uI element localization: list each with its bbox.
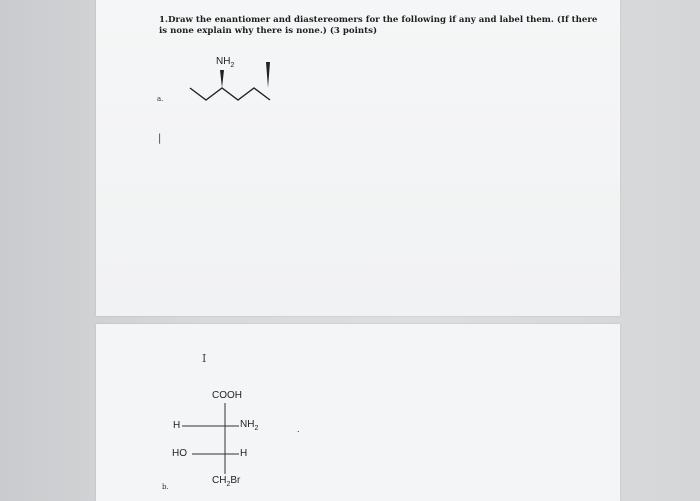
document-page-1 (96, 0, 620, 316)
carbon-chain-bonds (190, 88, 270, 100)
amine-n-text: NH (216, 56, 231, 67)
bottom-br: Br (230, 475, 241, 486)
question-line-2: is none explain why there is none.) (3 points) (159, 26, 378, 36)
row1-right-subscript: 2 (254, 425, 259, 432)
document-page-2 (96, 324, 620, 501)
question-line-1: 1.Draw the enantiomer and diastereomers for the following if any and label them. (If there (159, 15, 598, 25)
part-a-label: a. (157, 95, 164, 103)
bottom-ch: CH (212, 475, 227, 486)
stray-dot: . (297, 424, 300, 434)
fischer-row1-left: H (173, 420, 181, 431)
text-cursor-mark: | (158, 133, 162, 144)
part-b-label: b. (162, 483, 169, 491)
amine-subscript: 2 (230, 62, 235, 69)
wedge-bond-methyl (266, 62, 270, 88)
fischer-row2-right: H (240, 448, 248, 459)
text-cursor-ibeam: I (202, 352, 207, 365)
skeletal-structure-a (96, 0, 620, 316)
row1-right-nh: NH (240, 419, 255, 430)
bottom-subscript: 2 (226, 481, 231, 488)
fischer-row2-left: HO (172, 448, 187, 459)
wedge-bond-nh2 (220, 70, 224, 88)
fischer-projection-b (96, 324, 620, 501)
fischer-top-group: COOH (212, 390, 242, 401)
